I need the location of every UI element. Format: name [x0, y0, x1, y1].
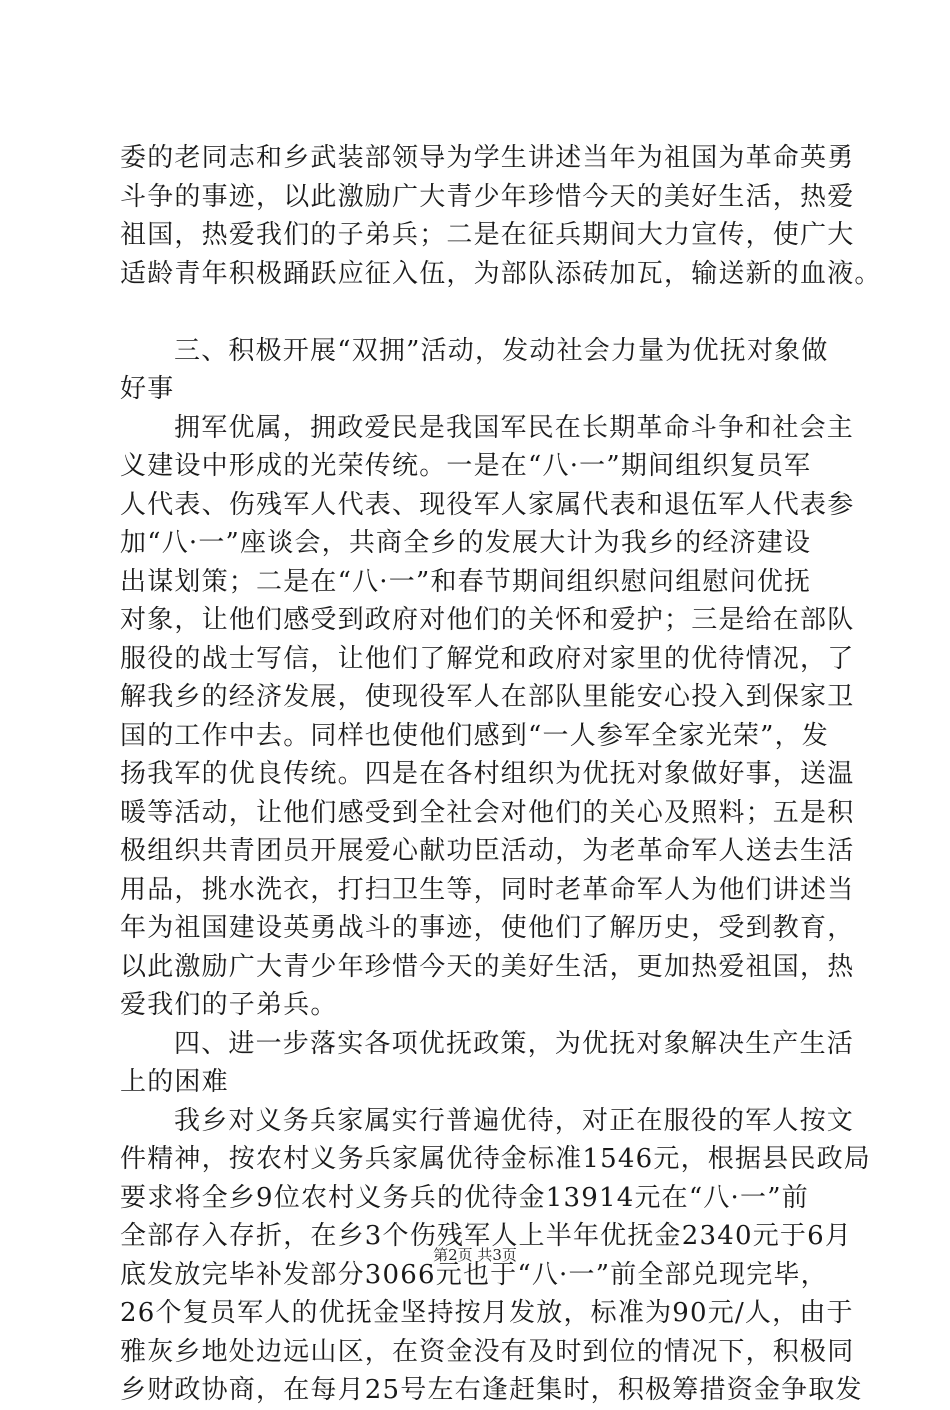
body-line: 我乡对义务兵家属实行普遍优待，对正在服役的军人按文 — [174, 1105, 855, 1136]
body-line: 以此激励广大青少年珍惜今天的美好生活，更加热爱祖国，热 — [120, 951, 855, 982]
body-line: 暖等活动，让他们感受到全社会对他们的关心及照料；五是积 — [120, 797, 855, 828]
section-heading-3-cont: 好事 — [120, 374, 175, 404]
body-line: 祖国，热爱我们的子弟兵；二是在征兵期间大力宣传，使广大 — [120, 220, 855, 250]
body-line: 加“八·一”座谈会，共商全乡的发展大计为我乡的经济建设 — [120, 528, 812, 558]
section-heading-3: 三、积极开展“双拥”活动，发动社会力量为优抚对象做 — [174, 335, 829, 366]
section-heading-4-cont: 上的困难 — [120, 1067, 229, 1097]
body-line: 全部存入存折，在乡3个伤残军人上半年优抚金2340元于6月 — [120, 1221, 853, 1251]
body-line: 人代表、伤残军人代表、现役军人家属代表和退伍军人代表参 — [120, 489, 855, 520]
body-line: 扬我军的优良传统。四是在各村组织为优抚对象做好事，送温 — [120, 759, 855, 789]
body-line: 适龄青年积极踊跃应征入伍，为部队添砖加瓦，输送新的血液。 — [120, 258, 882, 289]
body-line: 极组织共青团员开展爱心献功臣活动，为老革命军人送去生活 — [120, 836, 855, 866]
body-line: 乡财政协商，在每月25号左右逢赶集时，积极筹措资金争取发 — [120, 1375, 863, 1405]
document-body — [120, 139, 882, 1410]
body-line: 委的老同志和乡武装部领导为学生讲述当年为祖国为革命英勇 — [120, 143, 855, 173]
body-line: 年为祖国建设英勇战斗的事迹，使他们了解历史，受到教育， — [120, 913, 855, 943]
section-heading-4: 四、进一步落实各项优抚政策，为优抚对象解决生产生活 — [174, 1028, 855, 1059]
body-line: 爱我们的子弟兵。 — [120, 990, 338, 1020]
body-line: 雅灰乡地处边远山区，在资金没有及时到位的情况下，积极同 — [120, 1336, 855, 1367]
body-line: 斗争的事迹，以此激励广大青少年珍惜今天的美好生活，热爱 — [120, 181, 855, 212]
body-line: 要求将全乡9位农村义务兵的优待金13914元在“八·一”前 — [120, 1182, 809, 1213]
page-number-footer: 第2页 共3页 — [433, 1246, 517, 1264]
body-line: 国的工作中去。同样也使他们感到“一人参军全家光荣”，发 — [120, 720, 829, 751]
body-line: 出谋划策；二是在“八·一”和春节期间组织慰问组慰问优抚 — [120, 566, 812, 597]
body-line: 服役的战士写信，让他们了解党和政府对家里的优待情况，了 — [120, 643, 855, 674]
paragraph-gap — [120, 293, 840, 332]
body-line: 拥军优属，拥政爱民是我国军民在长期革命斗争和社会主 — [174, 412, 855, 443]
body-line: 义建设中形成的光荣传统。一是在“八·一”期间组织复员军 — [120, 451, 812, 481]
body-line: 解我乡的经济发展，使现役军人在部队里能安心投入到保家卫 — [120, 682, 855, 712]
body-line: 26个复员军人的优抚金坚持按月发放，标准为90元/人，由于 — [120, 1298, 854, 1328]
body-line: 件精神，按农村义务兵家属优待金标准1546元，根据县民政局 — [120, 1144, 871, 1174]
body-line: 对象，让他们感受到政府对他们的关怀和爱护；三是给在部队 — [120, 605, 855, 635]
body-line: 底发放完毕补发部分3066元也于“八·一”前全部兑现完毕， — [120, 1259, 828, 1290]
body-line: 用品，挑水洗衣，打扫卫生等，同时老革命军人为他们讲述当 — [120, 874, 855, 905]
